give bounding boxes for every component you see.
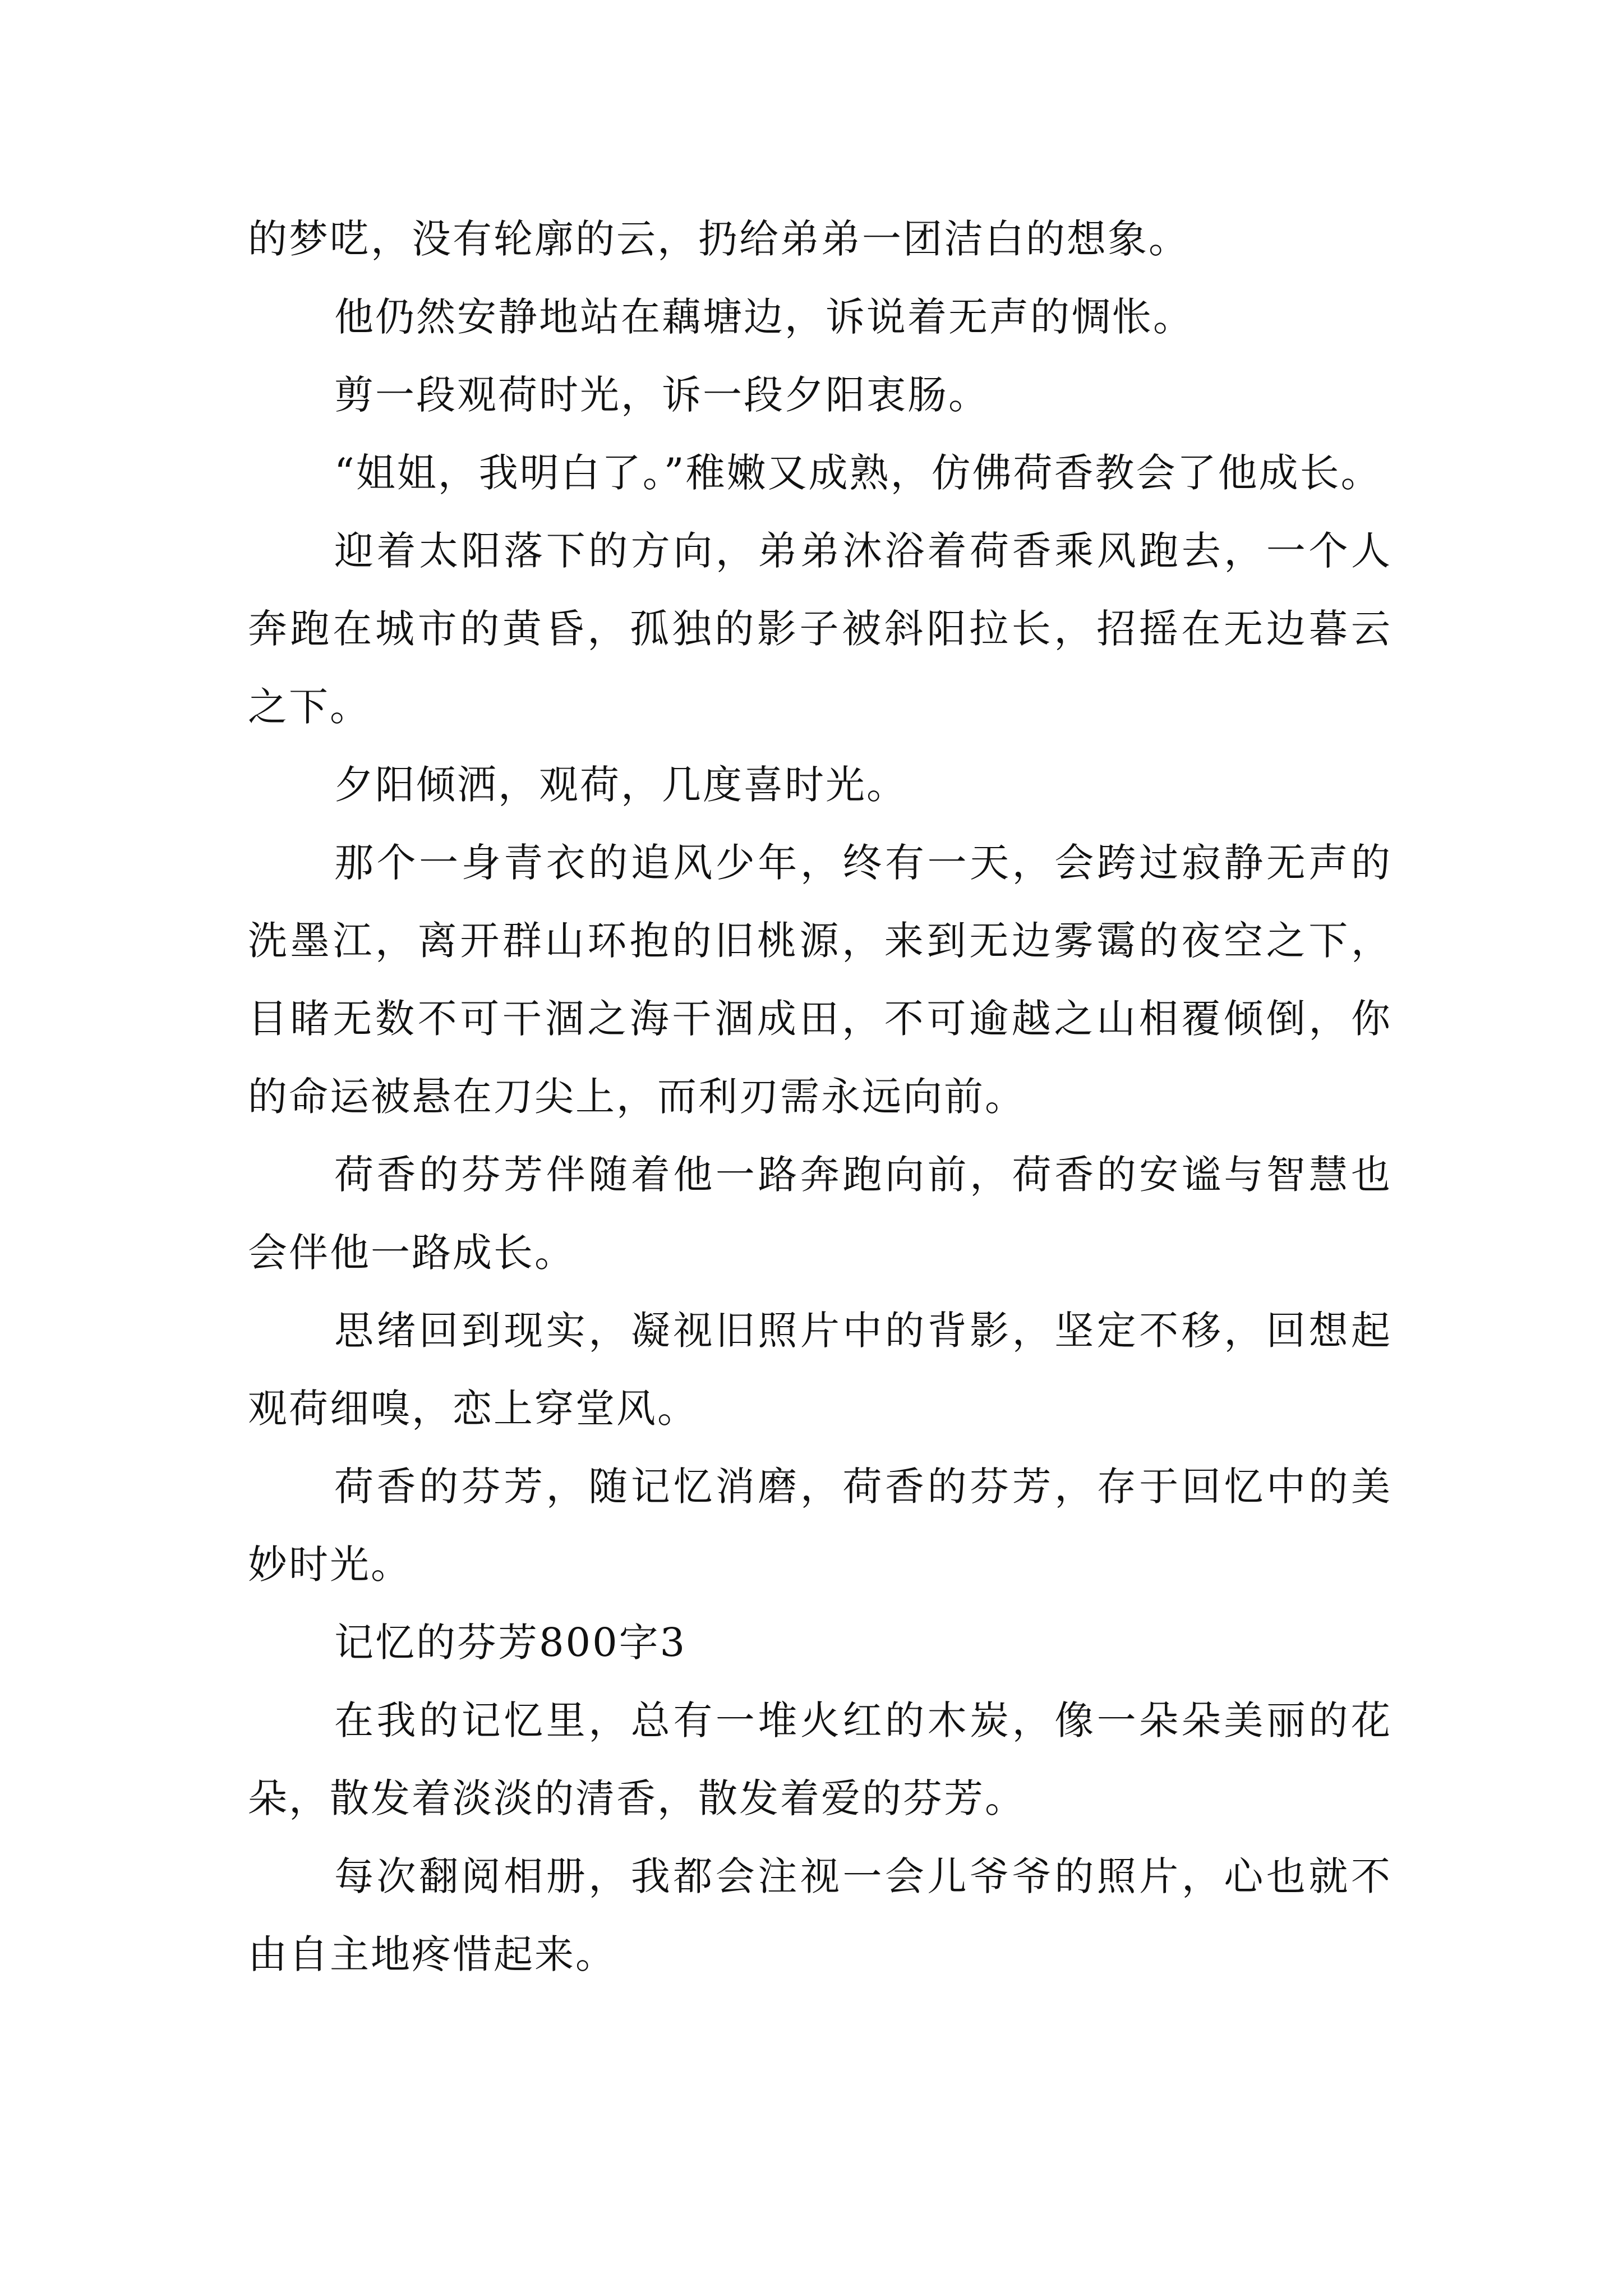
paragraph: 剪一段观荷时光，诉一段夕阳衷肠。: [334, 372, 989, 418]
paragraph: 荷香的芬芳伴随着他一路奔跑向前，荷香的安谧与智慧也会伴他一路成长。: [248, 1152, 1392, 1276]
paragraph: 思绪回到现实，凝视旧照片中的背影，坚定不移，回想起观荷细嗅，恋上穿堂风。: [248, 1308, 1392, 1432]
paragraph: “姐姐，我明白了。”稚嫩又成熟，仿佛荷香教会了他成长。: [334, 450, 1382, 496]
paragraph: 荷香的芬芳，随记忆消磨，荷香的芬芳，存于回忆中的美妙时光。: [248, 1464, 1392, 1588]
paragraph: 他仍然安静地站在藕塘边，诉说着无声的惆怅。: [334, 294, 1194, 340]
paragraph: 那个一身青衣的追风少年，终有一天，会跨过寂静无声的洗墨江，离开群山环抱的旧桃源，来到无边雾霭的夜空之下，目睹无数不可干涸之海干涸成田，不可逾越之山相覆倾倒，你的命运被悬在刀尖上，而利刃需永远向前。: [248, 840, 1392, 1120]
paragraph: 每次翻阅相册，我都会注视一会儿爷爷的照片，心也就不由自主地疼惜起来。: [248, 1853, 1392, 1977]
paragraph: 夕阳倾洒，观荷，几度喜时光。: [334, 762, 907, 808]
section-heading: 记忆的芬芳800字3: [334, 1619, 687, 1665]
document-body: [248, 200, 1392, 1994]
paragraph: 迎着太阳落下的方向，弟弟沐浴着荷香乘风跑去，一个人奔跑在城市的黄昏，孤独的影子被斜阳拉长，招摇在无边暮云之下。: [248, 528, 1392, 730]
paragraph: 的梦呓，没有轮廓的云，扔给弟弟一团洁白的想象。: [248, 216, 1189, 262]
paragraph: 在我的记忆里，总有一堆火红的木炭，像一朵朵美丽的花朵，散发着淡淡的清香，散发着爱的芬芳。: [248, 1697, 1392, 1821]
